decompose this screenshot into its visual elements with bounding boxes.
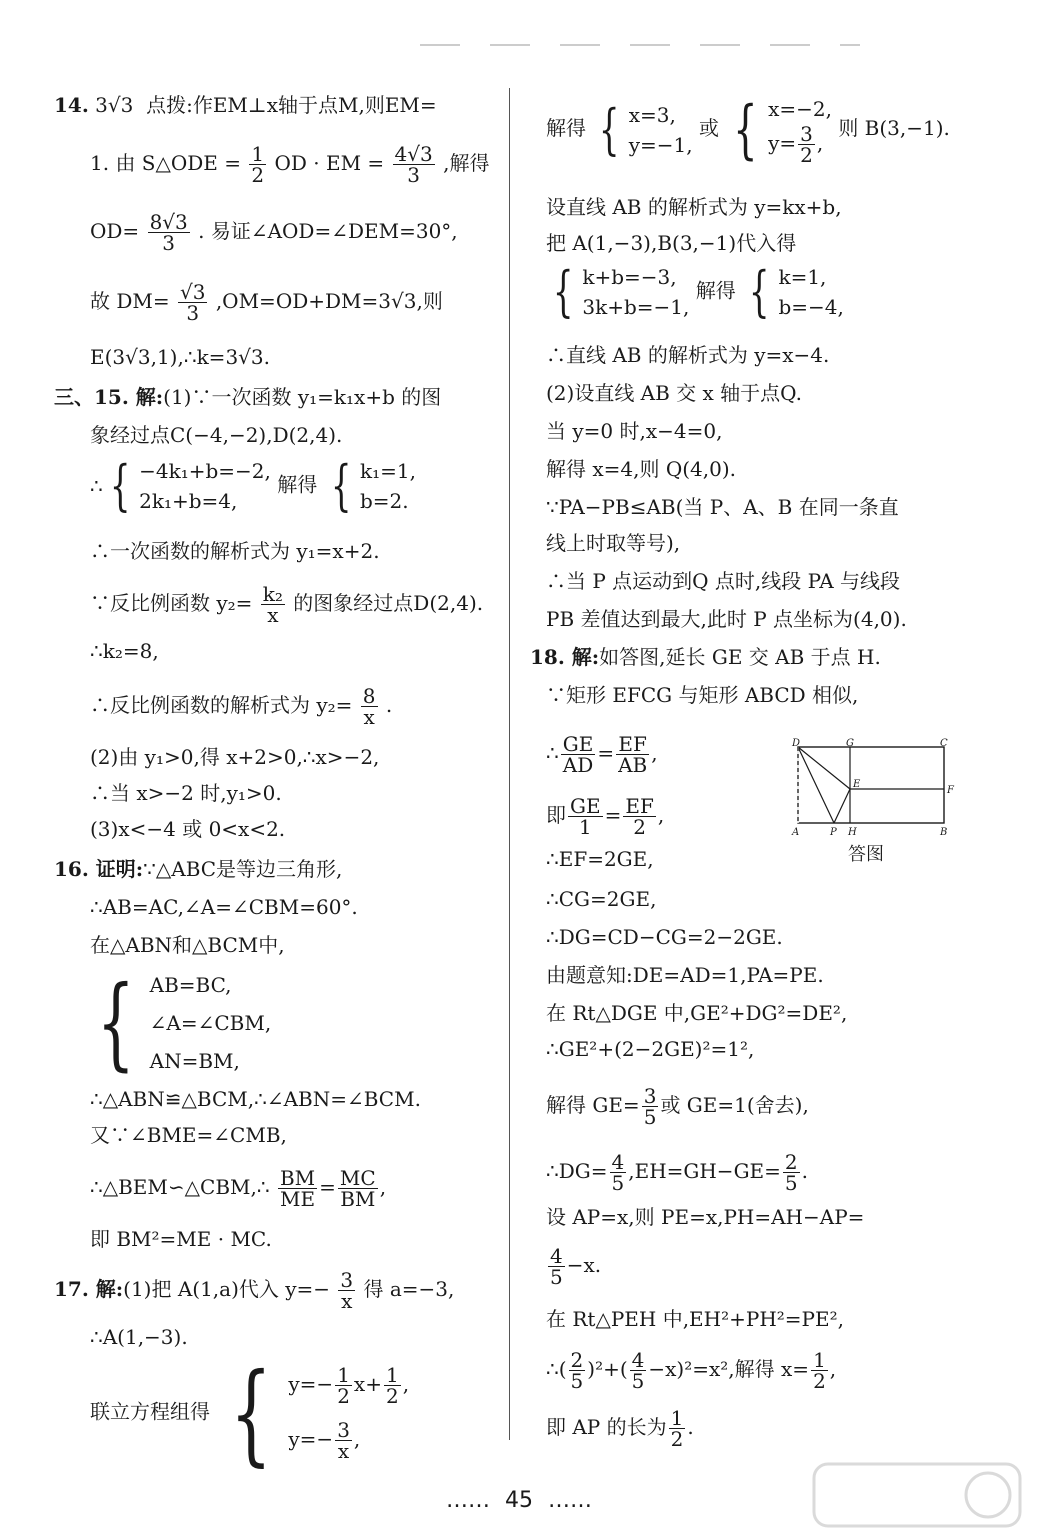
fraction [548, 1246, 565, 1287]
denominator: 3 [407, 163, 421, 187]
equation: 2k₁+b=4, [139, 489, 238, 513]
numerator: 8 [362, 684, 376, 708]
q18-line-15: 在 Rt△PEH 中,EH²+PH²=PE², [546, 1307, 844, 1331]
equation: b=2. [359, 489, 409, 513]
q18-line-6: ∴CG=2GE, [546, 887, 657, 911]
page-number: 45 [505, 1488, 533, 1513]
q15-line-7 [90, 686, 392, 727]
text: = [604, 803, 622, 827]
fraction [178, 282, 207, 323]
denominator: ME [280, 1187, 316, 1211]
numerator: GE [570, 794, 601, 818]
system-lines [288, 1365, 409, 1461]
text: −x. [566, 1253, 602, 1277]
q15-solution [324, 456, 416, 516]
numerator: k₂ [262, 582, 283, 606]
system-lines [629, 100, 693, 160]
r-line-9: ∵PA−PB≤AB(当 P、A、B 在同一条直 [546, 495, 899, 519]
numerator: EF [616, 734, 649, 755]
equation: b=−4, [778, 295, 844, 319]
numerator: 4 [611, 1150, 625, 1174]
q14-line-2 [90, 144, 489, 185]
system-lines [582, 262, 689, 322]
text: , [353, 1427, 361, 1451]
q18-line-8: 由题意知:DE=AD=1,PA=PE. [546, 963, 824, 987]
q15-line-10: (3)x<−4 或 0<x<2. [90, 817, 286, 841]
q17-system [216, 1349, 410, 1477]
fraction [642, 1086, 659, 1127]
q18-line-3 [546, 734, 658, 775]
text: 解得 [546, 116, 586, 140]
text: ,OM=OD+DM=3√3,则 [215, 289, 443, 313]
denominator: 5 [570, 1369, 584, 1393]
numerator: EF [625, 794, 654, 818]
q18-line-13: 设 AP=x,则 PE=x,PH=AH−AP= [546, 1205, 865, 1229]
denominator: BM [340, 1187, 376, 1211]
equation: −4k₁+b=−2, [139, 459, 271, 483]
text: 得 a=−3, [363, 1277, 455, 1301]
fraction [335, 1420, 352, 1461]
system-lines [778, 262, 843, 322]
text: ∴DG= [546, 1159, 608, 1183]
label-h: H [848, 827, 857, 838]
q18-line-11 [546, 1086, 809, 1127]
text: 联立方程组得 [90, 1399, 210, 1424]
q15-line-1 [54, 384, 441, 410]
fraction [261, 584, 285, 625]
r-line-12: PB 差值达到最大,此时 P 点坐标为(4,0). [546, 607, 907, 631]
text: 则 B(3,−1). [838, 116, 950, 140]
denominator: 2 [813, 1369, 826, 1393]
label-e: E [853, 779, 861, 790]
equation: k=1, [778, 265, 827, 289]
q14-hint: 点拨:作EM⊥x轴于点M,则EM= [146, 93, 437, 117]
q18-head: 18. 解: [530, 645, 600, 669]
text: ∴反比例函数的解析式为 y₂= [90, 693, 353, 717]
text: , [816, 131, 824, 155]
numerator: 1 [813, 1348, 826, 1372]
text: , [402, 1372, 410, 1396]
q14-line-3 [90, 212, 458, 253]
equation: k+b=−3, [582, 265, 677, 289]
q16-head: 16. 证明: [54, 857, 144, 881]
text: 解得 [695, 278, 736, 303]
denominator: x [341, 1289, 353, 1313]
brace: { [599, 97, 620, 161]
denominator: 3 [162, 231, 176, 255]
brace: { [330, 454, 352, 517]
text: ,EH=GH−GE= [628, 1159, 781, 1183]
fraction [623, 796, 655, 837]
q14-line-1 [54, 92, 437, 118]
q18-line-7: ∴DG=CD−CG=2−2GE. [546, 925, 783, 949]
text: 或 GE=1(舍去), [660, 1093, 809, 1117]
label-p: P [830, 827, 837, 838]
text: 解得 GE= [546, 1093, 640, 1117]
numerator: MC [339, 1166, 376, 1190]
text: . [687, 1415, 694, 1439]
text: ∴ [546, 741, 559, 765]
q16-line-6 [90, 1168, 386, 1209]
numerator: 1 [337, 1363, 350, 1387]
system-lines [360, 456, 416, 516]
system-lines [768, 94, 832, 165]
fraction [249, 144, 266, 185]
denominator: 2 [800, 143, 813, 167]
equation: y=−1, [628, 132, 693, 157]
equation: 3k+b=−1, [582, 295, 690, 319]
equation: AB=BC, [149, 973, 232, 997]
q14-line-4 [90, 282, 443, 323]
r-line-7: 当 y=0 时,x−4=0, [546, 419, 723, 443]
r-solution-line [546, 94, 950, 165]
q15-line-2: 象经过点C(−4,−2),D(2,4). [90, 423, 343, 447]
numerator: 2 [570, 1348, 584, 1372]
denominator: 5 [550, 1265, 563, 1289]
text: OD · EM = [274, 151, 385, 175]
brace: { [748, 260, 770, 323]
numerator: 1 [670, 1406, 684, 1430]
label-c: C [940, 738, 948, 749]
q17-system-line [90, 1349, 410, 1477]
q16-line-5: 又∵∠BME=∠CMB, [90, 1123, 287, 1147]
equation: AN=BM, [149, 1049, 240, 1073]
q15-line-6: ∴k₂=8, [90, 639, 159, 663]
brace: { [733, 92, 758, 167]
fraction [393, 144, 435, 185]
fraction [561, 734, 596, 775]
column-divider [509, 88, 510, 1440]
q16-line-2: ∴AB=AC,∠A=∠CBM=60°. [90, 895, 358, 919]
q15-head: 三、15. 解: [54, 385, 164, 409]
denominator: AB [618, 753, 648, 777]
system-lines [139, 456, 271, 516]
r-line-6: (2)设直线 AB 交 x 轴于点Q. [546, 381, 802, 405]
q18-line-16 [546, 1350, 836, 1391]
denominator: 2 [633, 815, 646, 839]
q16-line-1 [54, 856, 342, 882]
fraction [278, 1168, 317, 1209]
numerator: 4√3 [394, 142, 433, 166]
q15-line-4: ∴一次函数的解析式为 y₁=x+2. [90, 539, 380, 563]
text: 或 [698, 116, 719, 140]
text: 如答图,延长 GE 交 AB 于点 H. [599, 645, 881, 669]
denominator: 2 [337, 1384, 350, 1408]
numerator: 3 [337, 1418, 350, 1442]
q16-line-3: 在△ABN和△BCM中, [90, 933, 285, 957]
text: ∵△ABC是等边三角形, [143, 857, 343, 881]
numerator: 3 [800, 122, 813, 146]
r-line-3: 把 A(1,−3),B(3,−1)代入得 [546, 231, 797, 255]
numerator: GE [562, 732, 594, 756]
fraction [798, 124, 815, 165]
brace: { [109, 454, 131, 517]
fraction [338, 1270, 355, 1311]
r-line-5: ∴直线 AB 的解析式为 y=x−4. [546, 343, 830, 367]
denominator: x [337, 1439, 350, 1463]
numerator: 2 [784, 1150, 798, 1174]
denominator: 2 [251, 163, 265, 187]
text: (1)∵一次函数 y₁=k₁x+b 的图 [163, 385, 442, 409]
fraction [783, 1152, 800, 1193]
r-line-2: 设直线 AB 的解析式为 y=kx+b, [546, 195, 842, 219]
dots-right: …… [548, 1488, 592, 1513]
denominator: 1 [578, 815, 592, 839]
text: . [801, 1159, 808, 1183]
q18-line-12 [546, 1152, 808, 1193]
r-line-10: 线上时取等号), [546, 531, 681, 555]
q18-line-14 [546, 1246, 601, 1287]
q15-system-line [90, 456, 416, 516]
text: y=− [288, 1427, 334, 1451]
label-b: B [940, 827, 948, 838]
r-system-line-2 [546, 262, 844, 322]
text: 故 DM= [90, 289, 170, 313]
denominator: 5 [643, 1105, 657, 1129]
q18-line-2: ∵矩形 EFCG 与矩形 ABCD 相似, [546, 683, 859, 707]
denominator: 2 [670, 1427, 684, 1451]
q14-answer: 3√3 [95, 93, 134, 117]
text: ∵反比例函数 y₂= [90, 591, 253, 615]
q16-line-7: 即 BM²=ME · MC. [90, 1227, 272, 1251]
fraction [616, 734, 649, 775]
numerator: 4 [631, 1348, 645, 1372]
text: . [385, 693, 393, 717]
denominator: AD [562, 753, 594, 777]
numerator: BM [279, 1166, 316, 1190]
denominator: 5 [631, 1369, 645, 1393]
q17-line-2: ∴A(1,−3). [90, 1325, 188, 1349]
fraction [630, 1350, 647, 1391]
fraction [811, 1350, 828, 1391]
q18-line-9: 在 Rt△DGE 中,GE²+DG²=DE², [546, 1001, 848, 1025]
fraction [384, 1365, 401, 1406]
q14-number: 14. [54, 93, 89, 117]
text: , [379, 1175, 387, 1199]
q15-line-5 [90, 584, 483, 625]
watermark-logo [812, 1460, 1022, 1530]
system-lines [150, 966, 272, 1080]
q15-line-9: ∴当 x>−2 时,y₁>0. [90, 781, 282, 805]
q18-line-10: ∴GE²+(2−2GE)²=1², [546, 1037, 755, 1061]
denominator: 3 [186, 301, 200, 325]
brace: { [552, 260, 574, 323]
text: 即 [546, 803, 566, 827]
numerator: 1 [251, 142, 265, 166]
therefore: ∴ [90, 474, 103, 498]
equation: k₁=1, [359, 459, 416, 483]
fraction [568, 796, 603, 837]
q18-line-17 [546, 1408, 694, 1449]
label-f: F [947, 785, 954, 796]
q18-line-5: ∴EF=2GE, [546, 847, 654, 871]
r-system-3 [546, 262, 689, 322]
text: , [651, 741, 658, 765]
text: = [597, 741, 615, 765]
text: 即 AP 的长为 [546, 1415, 667, 1439]
equation: x=3, [628, 102, 676, 127]
text: , [829, 1357, 837, 1381]
numerator: √3 [180, 280, 206, 304]
brace: { [96, 964, 135, 1081]
label-g: G [846, 738, 854, 749]
equation: ∠A=∠CBM, [149, 1011, 272, 1035]
denominator: 5 [784, 1171, 798, 1195]
text: ∴( [546, 1357, 567, 1381]
denominator: x [363, 705, 375, 729]
fraction [569, 1350, 586, 1391]
fraction [361, 686, 378, 727]
equation [288, 1420, 409, 1461]
text: 的图象经过点D(2,4). [293, 591, 484, 615]
q16-system [84, 966, 271, 1080]
text: 1. 由 S△ODE = [90, 151, 242, 175]
q17-head: 17. 解: [54, 1277, 124, 1301]
text: y= [768, 131, 797, 155]
rectangle-abcd [798, 747, 944, 823]
q18-line-4 [546, 796, 664, 837]
r-system-4 [742, 262, 844, 322]
figure-caption: 答图 [848, 844, 884, 865]
text: (1)把 A(1,a)代入 y=− [123, 1277, 331, 1301]
dots-left: …… [446, 1488, 490, 1513]
q18-line-1 [530, 644, 881, 670]
r-line-11: ∴当 P 点运动到Q 点时,线段 PA 与线段 [546, 569, 901, 593]
segment-pe [834, 789, 850, 823]
text: , [657, 803, 665, 827]
fraction [338, 1168, 378, 1209]
q16-system-line [84, 966, 271, 1080]
numerator: 8√3 [149, 210, 188, 234]
numerator: 3 [340, 1268, 354, 1292]
q17-line-1 [54, 1270, 454, 1311]
equation: x=−2, [768, 97, 832, 121]
q16-line-4: ∴△ABN≌△BCM,∴∠ABN=∠BCM. [90, 1087, 421, 1111]
text: ,解得 [443, 151, 490, 175]
text: = [319, 1175, 336, 1199]
text: x+ [353, 1372, 382, 1396]
numerator: 3 [643, 1084, 657, 1108]
brace: { [230, 1349, 273, 1477]
equation [768, 124, 832, 165]
numerator: 1 [385, 1363, 399, 1387]
text: OD= [90, 219, 140, 243]
denominator: 5 [611, 1171, 625, 1195]
segment-de [798, 747, 850, 789]
label-a: A [792, 827, 800, 838]
segment-dp [798, 747, 834, 823]
r-line-8: 解得 x=4,则 Q(4,0). [546, 457, 736, 481]
header-rule [420, 44, 860, 46]
label-d: D [792, 738, 801, 749]
text: y=− [288, 1372, 334, 1396]
fraction [669, 1408, 686, 1449]
q15-system [90, 456, 271, 516]
q15-line-8: (2)由 y₁>0,得 x+2>0,∴x>−2, [90, 745, 380, 769]
fraction [148, 212, 190, 253]
text: )²+( [587, 1357, 628, 1381]
q14-line-5: E(3√3,1),∴k=3√3. [90, 345, 270, 369]
fraction [335, 1365, 352, 1406]
denominator: x [267, 603, 279, 627]
equation [288, 1365, 409, 1406]
denominator: 2 [385, 1384, 399, 1408]
text: . 易证∠AOD=∠DEM=30°, [198, 219, 458, 243]
fraction [610, 1152, 627, 1193]
numerator: 4 [550, 1244, 563, 1268]
r-system-1 [592, 97, 693, 161]
text: −x)²=x²,解得 x= [648, 1357, 810, 1381]
text: ∴△BEM∽△CBM,∴ [90, 1175, 270, 1199]
text: 解得 [277, 472, 318, 497]
r-system-2 [725, 94, 832, 165]
